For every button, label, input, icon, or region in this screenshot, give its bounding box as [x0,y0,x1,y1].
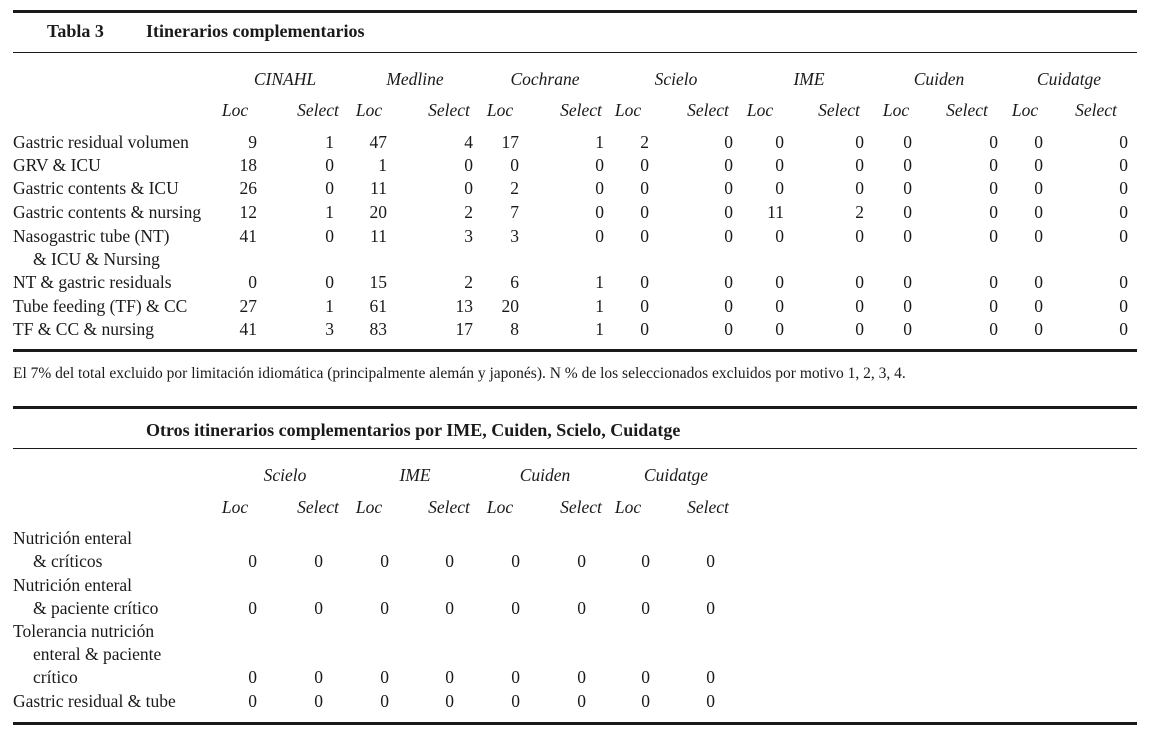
table-cell: 0 [855,296,864,316]
row-label: Nasogastric tube (NT) [13,226,170,246]
db-header-cuiden: Cuiden [519,465,571,485]
table-cell: 0 [380,551,389,571]
select-subheader: Select [1075,100,1117,120]
select-subheader: Select [946,100,988,120]
table-cell: 0 [706,551,715,571]
table-cell: 47 [369,132,387,152]
table-cell: 0 [989,132,998,152]
table-cell: 0 [511,667,520,687]
row-label: TF & CC & nursing [13,319,154,339]
db-header-medline: Medline [386,69,444,89]
table-cell: 0 [380,667,389,687]
table-cell: 1 [325,132,334,152]
select-subheader: Select [687,497,729,517]
row-label: crítico [33,667,78,687]
table-cell: 0 [248,691,257,711]
select-subheader: Select [428,100,470,120]
table-cell: 13 [455,296,473,316]
table-cell: 0 [775,178,784,198]
table-cell: 0 [314,691,323,711]
table-cell: 0 [640,319,649,339]
table-cell: 61 [369,296,387,316]
top-rule [13,406,1137,409]
table-cell: 0 [640,272,649,292]
row-label: Nutrición enteral [13,575,133,595]
table-cell: 27 [239,296,257,316]
db-header-cochrane: Cochrane [510,69,580,89]
select-subheader: Select [560,497,602,517]
table-cell: 0 [464,155,473,175]
table-cell: 0 [380,691,389,711]
table-cell: 0 [724,132,733,152]
table-cell: 0 [595,226,604,246]
table-cell: 0 [511,551,520,571]
table-cell: 1 [595,132,604,152]
table-cell: 6 [510,272,519,292]
loc-subheader: Loc [746,100,774,120]
table-cell: 0 [1119,296,1128,316]
table-cell: 0 [595,202,604,222]
table-cell: 0 [641,598,650,618]
loc-subheader: Loc [221,100,249,120]
table-cell: 0 [855,155,864,175]
loc-subheader: Loc [614,100,642,120]
table-cell: 0 [1034,132,1043,152]
table-cell: 11 [370,178,387,198]
table-cell: 0 [724,178,733,198]
table-cell: 0 [989,319,998,339]
table-cell: 0 [511,691,520,711]
table-cell: 0 [706,691,715,711]
table-cell: 0 [903,202,912,222]
row-label: Tolerancia nutrición [13,621,155,641]
table-cell: 0 [903,319,912,339]
table-cell: 0 [989,272,998,292]
top-rule [13,10,1137,13]
select-subheader: Select [560,100,602,120]
table-cell: 0 [248,598,257,618]
row-label: & críticos [33,551,103,571]
table-cell: 20 [369,202,387,222]
db-header-cinahl: CINAHL [253,69,317,89]
table-cell: 0 [325,226,334,246]
table-cell: 0 [248,272,257,292]
table-cell: 17 [501,132,519,152]
table-cell: 0 [775,155,784,175]
table-cell: 0 [903,226,912,246]
row-label: enteral & paciente [33,644,162,664]
table-cell: 0 [1034,226,1043,246]
table-cell: 11 [370,226,387,246]
table-cell: 0 [989,178,998,198]
table-cell: 3 [464,226,473,246]
table-footnote: El 7% del total excluido por limitación idiomática (principalmente alemán y japonés). N % de los seleccionados excluidos por motivo 1, 2, 3, 4. [13,365,906,382]
table-cell: 0 [724,226,733,246]
table-cell: 1 [325,202,334,222]
table-cell: 0 [577,598,586,618]
table-cell: 0 [855,272,864,292]
row-label: Gastric residual & tube [13,691,176,711]
db-header-ime: IME [793,69,825,89]
table-cell: 1 [325,296,334,316]
table-cell: 41 [239,226,257,246]
table-cell: 0 [640,296,649,316]
loc-subheader: Loc [614,497,642,517]
table-cell: 0 [595,155,604,175]
table-cell: 0 [314,598,323,618]
row-label: GRV & ICU [13,155,101,175]
table-cell: 1 [595,296,604,316]
table-cell: 0 [595,178,604,198]
table-bottom-rule [13,722,1137,725]
table-cell: 0 [1119,178,1128,198]
select-subheader: Select [297,497,339,517]
table-cell: 0 [724,155,733,175]
row-label: & ICU & Nursing [33,249,160,269]
table-cell: 2 [855,202,864,222]
table-cell: 0 [989,155,998,175]
table-cell: 41 [239,319,257,339]
table-cell: 0 [577,691,586,711]
table-cell: 2 [464,272,473,292]
table-cell: 0 [775,272,784,292]
table-cell: 0 [903,132,912,152]
table-cell: 0 [724,202,733,222]
table-cell: 0 [511,598,520,618]
table-cell: 0 [724,319,733,339]
table-cell: 20 [501,296,519,316]
table-cell: 0 [640,155,649,175]
table-cell: 0 [903,272,912,292]
loc-subheader: Loc [221,497,249,517]
table-cell: 0 [325,272,334,292]
table-cell: 0 [903,155,912,175]
table-cell: 0 [325,178,334,198]
table-cell: 0 [248,551,257,571]
table-cell: 0 [1034,155,1043,175]
table-cell: 0 [1119,155,1128,175]
db-header-ime: IME [399,465,431,485]
table-cell: 1 [378,155,387,175]
table-cell: 8 [510,319,519,339]
table-cell: 17 [455,319,473,339]
table-cell: 0 [855,226,864,246]
select-subheader: Select [818,100,860,120]
db-header-cuidatge: Cuidatge [1036,69,1102,89]
table-cell: 0 [903,296,912,316]
table-cell: 0 [1119,202,1128,222]
table-cell: 11 [767,202,784,222]
table-cell: 0 [855,132,864,152]
table-cell: 0 [989,202,998,222]
table-cell: 4 [464,132,473,152]
table-cell: 0 [1119,272,1128,292]
table-cell: 0 [1034,319,1043,339]
table-cell: 26 [239,178,257,198]
table-cell: 0 [1119,226,1128,246]
loc-subheader: Loc [1011,100,1039,120]
table-cell: 83 [369,319,387,339]
table-cell: 0 [1034,296,1043,316]
row-label: Gastric contents & ICU [13,178,179,198]
table-cell: 0 [641,667,650,687]
table-cell: 0 [1119,319,1128,339]
table-bottom-rule [13,349,1137,352]
table-number: Tabla 3 [47,21,104,41]
table-cell: 0 [989,226,998,246]
db-header-cuidatge: Cuidatge [643,465,709,485]
table-cell: 0 [855,178,864,198]
table-cell: 2 [510,178,519,198]
loc-subheader: Loc [355,497,383,517]
table-cell: 0 [775,226,784,246]
table-cell: 0 [1034,272,1043,292]
row-label: & paciente crítico [33,598,159,618]
table-cell: 0 [724,272,733,292]
table-title: Otros itinerarios complementarios por IME, Cuiden, Scielo, Cuidatge [146,420,681,440]
table-cell: 0 [775,296,784,316]
table-cell: 2 [464,202,473,222]
loc-subheader: Loc [882,100,910,120]
loc-subheader: Loc [486,497,514,517]
table-cell: 18 [239,155,257,175]
table-cell: 0 [445,667,454,687]
table-cell: 12 [239,202,257,222]
table-cell: 0 [464,178,473,198]
table-cell: 0 [724,296,733,316]
table-cell: 0 [775,319,784,339]
db-header-cuiden: Cuiden [913,69,965,89]
select-subheader: Select [687,100,729,120]
table-cell: 2 [640,132,649,152]
db-header-scielo: Scielo [654,69,698,89]
title-rule [13,52,1137,53]
table-cell: 0 [903,178,912,198]
row-label: NT & gastric residuals [13,272,172,292]
table-cell: 3 [510,226,519,246]
table-cell: 0 [989,296,998,316]
table-cell: 0 [248,667,257,687]
table-cell: 0 [641,551,650,571]
table-cell: 0 [577,667,586,687]
table-cell: 7 [510,202,519,222]
table-cell: 0 [706,667,715,687]
table-cell: 0 [577,551,586,571]
table-cell: 0 [314,551,323,571]
table-cell: 0 [775,132,784,152]
select-subheader: Select [297,100,339,120]
select-subheader: Select [428,497,470,517]
db-header-scielo: Scielo [263,465,307,485]
table-cell: 0 [855,319,864,339]
table-cell: 0 [1034,202,1043,222]
table-cell: 0 [445,551,454,571]
row-label: Tube feeding (TF) & CC [13,296,188,316]
row-label: Nutrición enteral [13,528,133,548]
table-cell: 0 [1119,132,1128,152]
table-cell: 0 [510,155,519,175]
table-cell: 0 [380,598,389,618]
table-cell: 0 [640,226,649,246]
table-cell: 0 [641,691,650,711]
table-cell: 0 [640,178,649,198]
table-cell: 0 [325,155,334,175]
table-cell: 0 [706,598,715,618]
row-label: Gastric contents & nursing [13,202,202,222]
table-cell: 0 [640,202,649,222]
table-cell: 3 [325,319,334,339]
table-cell: 15 [369,272,387,292]
table-cell: 1 [595,272,604,292]
table-cell: 0 [1034,178,1043,198]
row-label: Gastric residual volumen [13,132,189,152]
table-cell: 9 [248,132,257,152]
loc-subheader: Loc [486,100,514,120]
title-rule [13,448,1137,449]
table-cell: 1 [595,319,604,339]
loc-subheader: Loc [355,100,383,120]
table-cell: 0 [445,691,454,711]
table-title: Itinerarios complementarios [146,21,365,41]
table-cell: 0 [445,598,454,618]
table-cell: 0 [314,667,323,687]
